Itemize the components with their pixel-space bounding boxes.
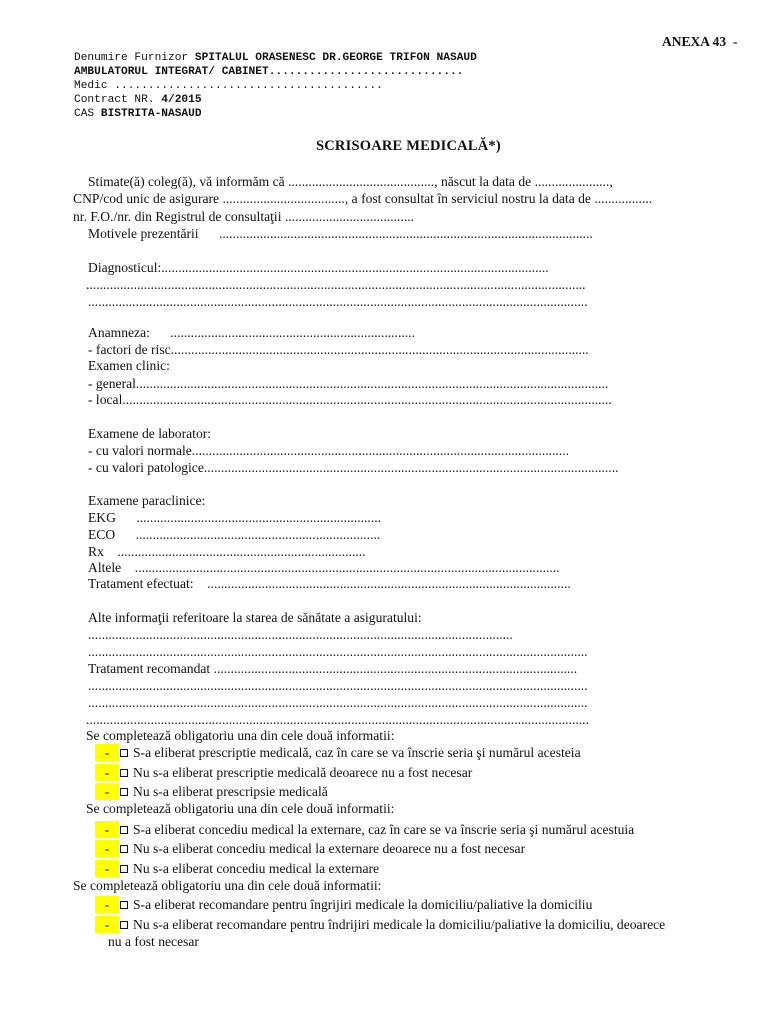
field-tratament-recomandat-cont-3: .................................................................................................................................................... [86, 712, 589, 727]
checkbox-icon[interactable] [120, 845, 128, 853]
option-label: S-a eliberat recomandare pentru îngrijiri medicale la domiciliu/paliative la domiciliu [133, 897, 593, 912]
field-examene-laborator: Examene de laborator: [88, 426, 212, 441]
field-motive: Motivele prezentării .............................................................................................................. [88, 226, 593, 241]
field-examen-clinic: Examen clinic: [88, 358, 170, 373]
provider-name: SPITALUL ORASENESC DR.GEORGE TRIFON NASAUD [194, 52, 477, 64]
option-label: Nu s-a eliberat prescriptie medicală deoarece nu a fost necesar [133, 765, 473, 780]
checkbox-icon[interactable] [120, 921, 128, 929]
document-title: SCRISOARE MEDICALĂ*) [316, 138, 501, 154]
field-tratament-recomandat-cont-2: ................................................................................................................................................... [88, 695, 588, 710]
checkbox-icon[interactable] [120, 826, 128, 834]
cas-label: CAS [74, 108, 101, 120]
provider-contract [74, 93, 202, 107]
field-local: - local................................................................................................................................................ [88, 392, 612, 407]
option-prescriptie-neeliberata-nenecesar[interactable] [120, 764, 472, 781]
option-prescriptie-neeliberata[interactable] [120, 783, 328, 800]
option-ingrijiri-neeliberat-cont: nu a fost necesar [108, 934, 199, 949]
provider-doctor: Medic ........................................ [74, 80, 383, 92]
option-concediu-neeliberat-nenecesar[interactable] [120, 840, 525, 857]
checkbox-icon[interactable] [120, 788, 128, 796]
intro-line-2: CNP/cod unic de asigurare ...................................., a fost consultat în serviciul nostru la data de ................. [73, 191, 653, 206]
option-label: S-a eliberat concediu medical la externare, caz în care se va înscrie seria şi numărul acestuia [133, 822, 635, 837]
provider-label: Denumire Furnizor [74, 52, 195, 64]
highlight-dash: - [95, 744, 119, 761]
field-eco: ECO ........................................................................ [88, 527, 381, 542]
field-alte-informatii-cont-1: ............................................................................................................................. [88, 627, 513, 642]
group-1-heading: Se completează obligatoriu una din cele două informatii: [86, 728, 395, 743]
field-examene-paraclinice: Examene paraclinice: [88, 493, 206, 508]
annex-number: ANEXA 43 - [662, 34, 738, 49]
intro-line-1: Stimate(ă) coleg(ă), vă informăm că ..........................................., născut la data de ......................, [88, 174, 613, 189]
group-2-heading: Se completează obligatoriu una din cele două informatii: [86, 801, 395, 816]
highlight-dash: - [95, 896, 119, 913]
option-ingrijiri-eliberat[interactable] [120, 896, 592, 913]
option-label: Nu s-a eliberat concediu medical la externare deoarece nu a fost necesar [133, 841, 526, 856]
field-rx: Rx ......................................................................... [88, 544, 366, 559]
checkbox-icon[interactable] [120, 901, 128, 909]
highlight-dash: - [95, 916, 119, 933]
highlight-dash: - [95, 821, 119, 838]
field-tratament-recomandat-cont-1: ................................................................................................................................................... [88, 678, 588, 693]
field-diagnostic-cont-2: ................................................................................................................................................... [88, 294, 588, 309]
contract-value: 4/2015 [161, 94, 202, 106]
group-3-heading: Se completează obligatoriu una din cele două informatii: [73, 878, 382, 893]
checkbox-icon[interactable] [120, 865, 128, 873]
field-valori-patologice: - cu valori patologice.......................................................................................................................... [88, 460, 619, 475]
option-label: Nu s-a eliberat prescripsie medicală [133, 784, 328, 799]
field-tratament-efectuat: Tratament efectuat: ........................................................................................................... [88, 576, 571, 591]
checkbox-icon[interactable] [120, 769, 128, 777]
option-ingrijiri-neeliberat[interactable] [120, 916, 665, 933]
field-anamneza: Anamneza: ........................................................................ [88, 325, 415, 340]
field-diagnostic: Diagnosticul:.................................................................................................................. [88, 260, 549, 275]
option-label: S-a eliberat prescriptie medicală, caz în care se va înscrie seria şi numărul acesteia [133, 745, 581, 760]
checkbox-icon[interactable] [120, 749, 128, 757]
field-factori-risc: - factori de risc........................................................................................................................... [88, 342, 589, 357]
highlight-dash: - [95, 764, 119, 781]
field-alte-informatii-cont-2: ................................................................................................................................................... [88, 644, 588, 659]
provider-name-line [74, 51, 477, 65]
cas-value: BISTRITA-NASAUD [100, 108, 202, 120]
option-label: Nu s-a eliberat concediu medical la externare [133, 861, 380, 876]
field-general: - general........................................................................................................................................... [88, 376, 609, 391]
field-tratament-recomandat: Tratament recomandat ........................................................................................................... [88, 661, 578, 676]
intro-line-3: nr. F.O./nr. din Registrul de consultaţii ...................................... [73, 209, 415, 224]
field-valori-normale: - cu valori normale............................................................................................................... [88, 443, 570, 458]
field-altele: Altele ............................................................................................................................. [88, 560, 560, 575]
option-prescriptie-eliberata[interactable] [120, 744, 581, 761]
option-concediu-neeliberat[interactable] [120, 860, 379, 877]
highlight-dash: - [95, 840, 119, 857]
option-label: Nu s-a eliberat recomandare pentru îndrijiri medicale la domiciliu/paliative la domiciliu, deoarece [133, 917, 666, 932]
field-ekg: EKG ........................................................................ [88, 510, 382, 525]
provider-cas [74, 107, 202, 121]
option-concediu-eliberat[interactable] [120, 821, 634, 838]
contract-label: Contract NR. [74, 94, 162, 106]
highlight-dash: - [95, 783, 119, 800]
highlight-dash: - [95, 860, 119, 877]
provider-unit: AMBULATORUL INTEGRAT/ CABINET............................. [74, 66, 464, 78]
field-diagnostic-cont-1: ................................................................................................................................................... [86, 277, 586, 292]
field-alte-informatii: Alte informaţii referitoare la starea de sănătate a asiguratului: [88, 610, 422, 625]
